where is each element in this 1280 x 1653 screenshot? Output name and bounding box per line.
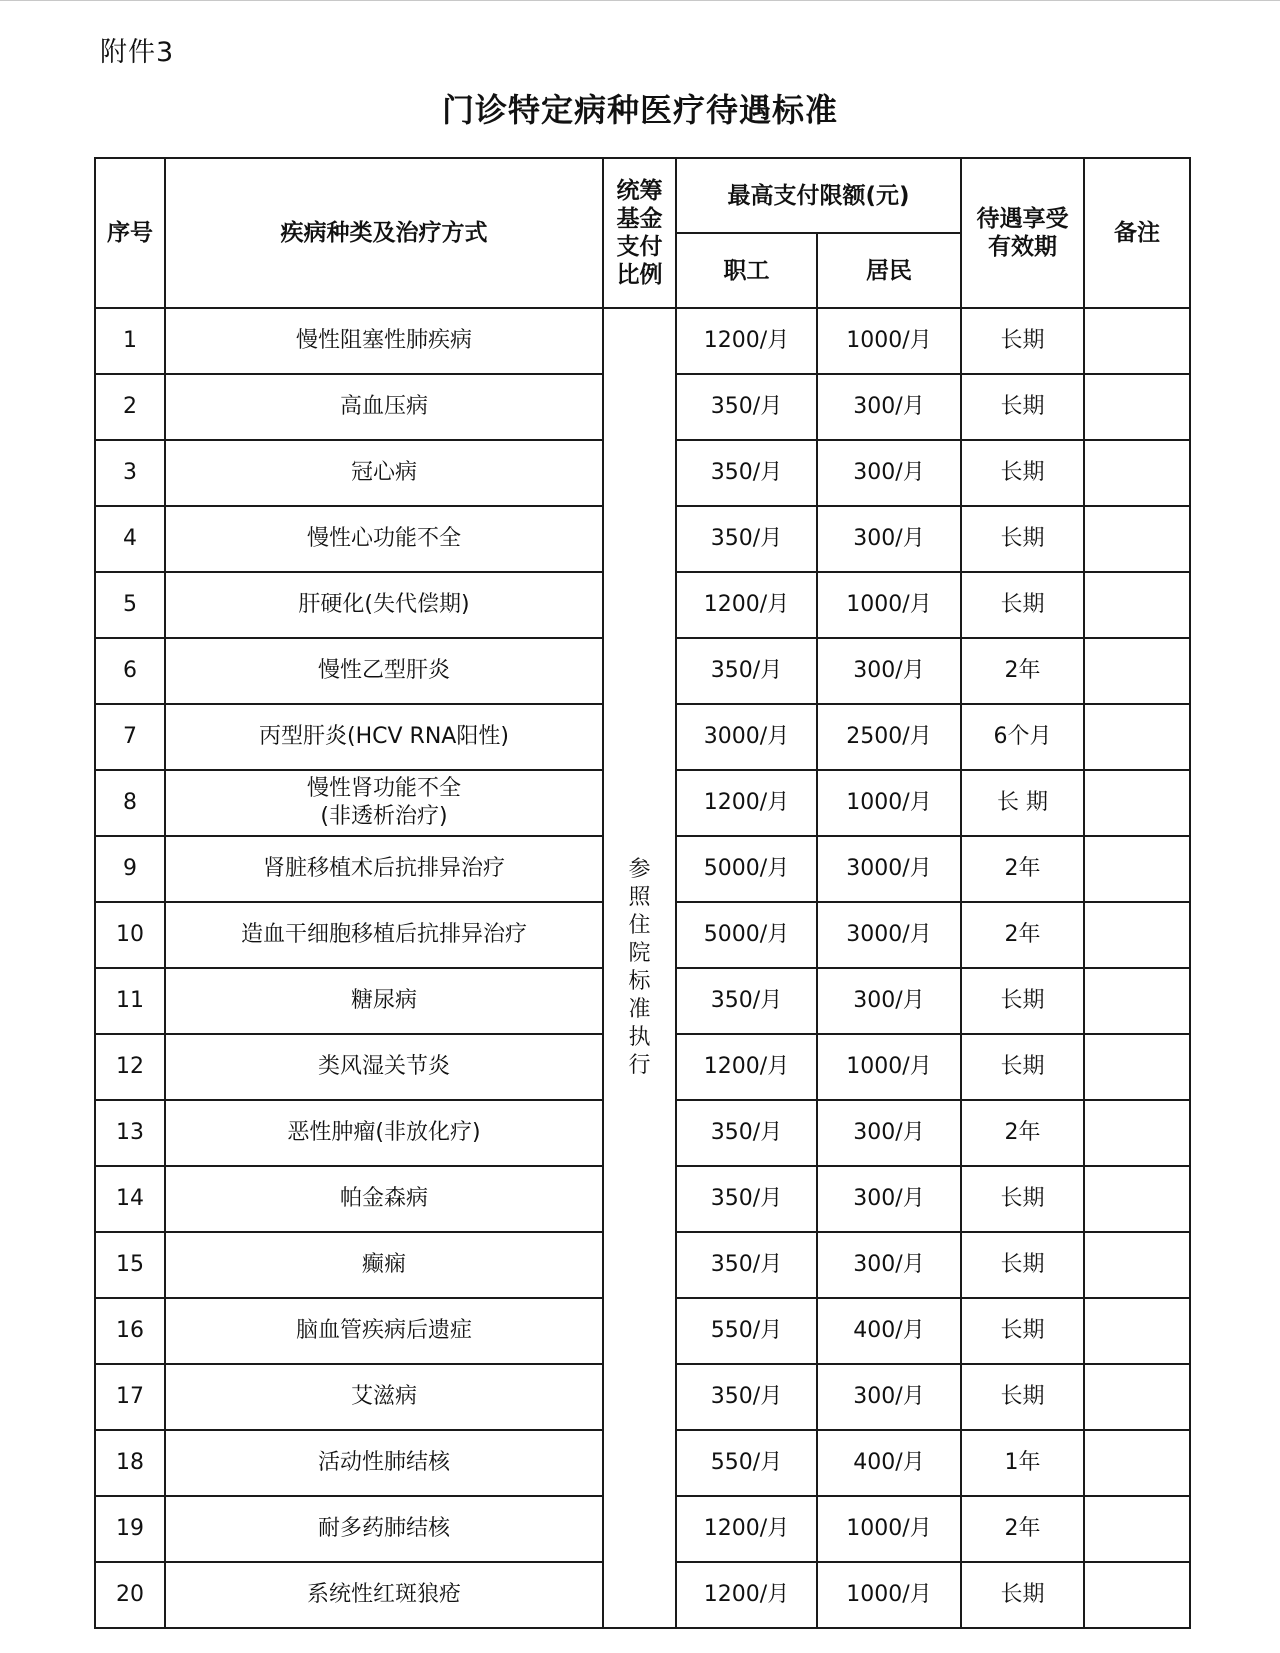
cell-remarks bbox=[1084, 836, 1190, 902]
cell-employee-limit: 1200/月 bbox=[676, 770, 817, 836]
cell-resident-limit: 300/月 bbox=[817, 638, 961, 704]
cell-resident-limit: 3000/月 bbox=[817, 902, 961, 968]
cell-validity: 长期 bbox=[961, 1364, 1084, 1430]
cell-employee-limit: 3000/月 bbox=[676, 704, 817, 770]
cell-seq: 2 bbox=[95, 374, 165, 440]
cell-remarks bbox=[1084, 968, 1190, 1034]
cell-remarks bbox=[1084, 1562, 1190, 1628]
cell-remarks bbox=[1084, 572, 1190, 638]
cell-resident-limit: 2500/月 bbox=[817, 704, 961, 770]
cell-seq: 11 bbox=[95, 968, 165, 1034]
cell-validity: 1年 bbox=[961, 1430, 1084, 1496]
table-body bbox=[95, 308, 1190, 1628]
cell-validity: 2年 bbox=[961, 902, 1084, 968]
cell-remarks bbox=[1084, 1364, 1190, 1430]
cell-validity: 2年 bbox=[961, 836, 1084, 902]
cell-validity: 长期 bbox=[961, 308, 1084, 374]
cell-employee-limit: 350/月 bbox=[676, 1166, 817, 1232]
cell-resident-limit: 300/月 bbox=[817, 1232, 961, 1298]
cell-employee-limit: 5000/月 bbox=[676, 836, 817, 902]
cell-employee-limit: 350/月 bbox=[676, 374, 817, 440]
cell-validity: 长期 bbox=[961, 572, 1084, 638]
cell-employee-limit: 1200/月 bbox=[676, 1496, 817, 1562]
cell-remarks bbox=[1084, 1166, 1190, 1232]
cell-remarks bbox=[1084, 506, 1190, 572]
cell-resident-limit: 1000/月 bbox=[817, 1034, 961, 1100]
cell-resident-limit: 1000/月 bbox=[817, 1562, 961, 1628]
cell-remarks bbox=[1084, 440, 1190, 506]
cell-resident-limit: 400/月 bbox=[817, 1298, 961, 1364]
cell-disease: 高血压病 bbox=[165, 374, 603, 440]
cell-seq: 1 bbox=[95, 308, 165, 374]
cell-validity: 长期 bbox=[961, 1562, 1084, 1628]
cell-seq: 20 bbox=[95, 1562, 165, 1628]
cell-disease: 系统性红斑狼疮 bbox=[165, 1562, 603, 1628]
cell-resident-limit: 1000/月 bbox=[817, 308, 961, 374]
header-employee: 职工 bbox=[676, 233, 817, 308]
header-resident: 居民 bbox=[817, 233, 961, 308]
cell-employee-limit: 350/月 bbox=[676, 506, 817, 572]
table-header bbox=[95, 158, 1190, 308]
cell-disease: 慢性心功能不全 bbox=[165, 506, 603, 572]
header-validity bbox=[961, 158, 1084, 308]
header-seq: 序号 bbox=[95, 158, 165, 308]
cell-validity: 长期 bbox=[961, 506, 1084, 572]
cell-remarks bbox=[1084, 638, 1190, 704]
cell-employee-limit: 350/月 bbox=[676, 440, 817, 506]
cell-resident-limit: 1000/月 bbox=[817, 1496, 961, 1562]
cell-disease: 慢性乙型肝炎 bbox=[165, 638, 603, 704]
header-max-limit: 最高支付限额(元) bbox=[676, 158, 961, 233]
cell-validity: 长期 bbox=[961, 1166, 1084, 1232]
cell-seq: 3 bbox=[95, 440, 165, 506]
cell-resident-limit: 3000/月 bbox=[817, 836, 961, 902]
cell-remarks bbox=[1084, 1034, 1190, 1100]
cell-disease: 耐多药肺结核 bbox=[165, 1496, 603, 1562]
cell-seq: 8 bbox=[95, 770, 165, 836]
cell-seq: 6 bbox=[95, 638, 165, 704]
cell-disease: 恶性肿瘤(非放化疗) bbox=[165, 1100, 603, 1166]
cell-remarks bbox=[1084, 704, 1190, 770]
cell-disease: 糖尿病 bbox=[165, 968, 603, 1034]
cell-seq: 10 bbox=[95, 902, 165, 968]
cell-employee-limit: 1200/月 bbox=[676, 1034, 817, 1100]
attachment-label: 附件3 bbox=[100, 37, 175, 68]
cell-validity: 长期 bbox=[961, 440, 1084, 506]
cell-disease: 肾脏移植术后抗排异治疗 bbox=[165, 836, 603, 902]
cell-remarks bbox=[1084, 902, 1190, 968]
cell-seq: 7 bbox=[95, 704, 165, 770]
cell-disease: 脑血管疾病后遗症 bbox=[165, 1298, 603, 1364]
cell-disease: 癫痫 bbox=[165, 1232, 603, 1298]
cell-validity: 2年 bbox=[961, 1496, 1084, 1562]
header-fund-ratio bbox=[603, 158, 676, 308]
cell-seq: 5 bbox=[95, 572, 165, 638]
cell-validity: 长期 bbox=[961, 1034, 1084, 1100]
document-title: 门诊特定病种医疗待遇标准 bbox=[441, 91, 838, 129]
cell-employee-limit: 350/月 bbox=[676, 1364, 817, 1430]
cell-employee-limit: 1200/月 bbox=[676, 1562, 817, 1628]
cell-disease: 类风湿关节炎 bbox=[165, 1034, 603, 1100]
cell-disease: 肝硬化(失代偿期) bbox=[165, 572, 603, 638]
cell-disease: 帕金森病 bbox=[165, 1166, 603, 1232]
top-border-line bbox=[0, 0, 1280, 1]
cell-resident-limit: 1000/月 bbox=[817, 572, 961, 638]
cell-seq: 9 bbox=[95, 836, 165, 902]
cell-seq: 14 bbox=[95, 1166, 165, 1232]
cell-disease: 活动性肺结核 bbox=[165, 1430, 603, 1496]
header-fund-ratio-text: 统筹基金支付比例 bbox=[616, 178, 663, 288]
cell-employee-limit: 350/月 bbox=[676, 968, 817, 1034]
cell-employee-limit: 5000/月 bbox=[676, 902, 817, 968]
cell-resident-limit: 400/月 bbox=[817, 1430, 961, 1496]
cell-resident-limit: 300/月 bbox=[817, 374, 961, 440]
cell-employee-limit: 350/月 bbox=[676, 638, 817, 704]
cell-validity: 2年 bbox=[961, 638, 1084, 704]
cell-seq: 19 bbox=[95, 1496, 165, 1562]
cell-validity: 6个月 bbox=[961, 704, 1084, 770]
cell-remarks bbox=[1084, 308, 1190, 374]
cell-seq: 18 bbox=[95, 1430, 165, 1496]
cell-resident-limit: 1000/月 bbox=[817, 770, 961, 836]
cell-disease: 慢性阻塞性肺疾病 bbox=[165, 308, 603, 374]
cell-remarks bbox=[1084, 1430, 1190, 1496]
cell-remarks bbox=[1084, 1298, 1190, 1364]
cell-resident-limit: 300/月 bbox=[817, 968, 961, 1034]
cell-validity: 长期 bbox=[961, 1298, 1084, 1364]
cell-validity: 长期 bbox=[961, 374, 1084, 440]
cell-employee-limit: 550/月 bbox=[676, 1430, 817, 1496]
table-row bbox=[95, 308, 1190, 374]
cell-seq: 13 bbox=[95, 1100, 165, 1166]
cell-remarks bbox=[1084, 1496, 1190, 1562]
cell-validity: 2年 bbox=[961, 1100, 1084, 1166]
cell-employee-limit: 350/月 bbox=[676, 1232, 817, 1298]
cell-fund-ratio bbox=[603, 308, 676, 1628]
cell-remarks bbox=[1084, 374, 1190, 440]
cell-validity: 长期 bbox=[961, 1232, 1084, 1298]
cell-validity: 长期 bbox=[961, 968, 1084, 1034]
cell-remarks bbox=[1084, 1232, 1190, 1298]
fund-ratio-text: 参照住院标准执行 bbox=[628, 857, 651, 1078]
cell-remarks bbox=[1084, 1100, 1190, 1166]
cell-employee-limit: 1200/月 bbox=[676, 308, 817, 374]
cell-validity: 长 期 bbox=[961, 770, 1084, 836]
cell-seq: 12 bbox=[95, 1034, 165, 1100]
cell-resident-limit: 300/月 bbox=[817, 440, 961, 506]
header-validity-text: 待遇享受有效期 bbox=[976, 206, 1069, 260]
cell-resident-limit: 300/月 bbox=[817, 506, 961, 572]
cell-disease: 丙型肝炎(HCV RNA阳性) bbox=[165, 704, 603, 770]
cell-disease: 艾滋病 bbox=[165, 1364, 603, 1430]
cell-employee-limit: 350/月 bbox=[676, 1100, 817, 1166]
cell-employee-limit: 1200/月 bbox=[676, 572, 817, 638]
cell-disease: 冠心病 bbox=[165, 440, 603, 506]
cell-employee-limit: 550/月 bbox=[676, 1298, 817, 1364]
benefits-table bbox=[94, 157, 1191, 1629]
cell-seq: 16 bbox=[95, 1298, 165, 1364]
cell-seq: 15 bbox=[95, 1232, 165, 1298]
cell-remarks bbox=[1084, 770, 1190, 836]
cell-resident-limit: 300/月 bbox=[817, 1364, 961, 1430]
header-disease: 疾病种类及治疗方式 bbox=[165, 158, 603, 308]
cell-resident-limit: 300/月 bbox=[817, 1100, 961, 1166]
cell-disease: 慢性肾功能不全 (非透析治疗) bbox=[165, 770, 603, 836]
cell-seq: 4 bbox=[95, 506, 165, 572]
cell-seq: 17 bbox=[95, 1364, 165, 1430]
cell-disease: 造血干细胞移植后抗排异治疗 bbox=[165, 902, 603, 968]
cell-resident-limit: 300/月 bbox=[817, 1166, 961, 1232]
header-remarks: 备注 bbox=[1084, 158, 1190, 308]
